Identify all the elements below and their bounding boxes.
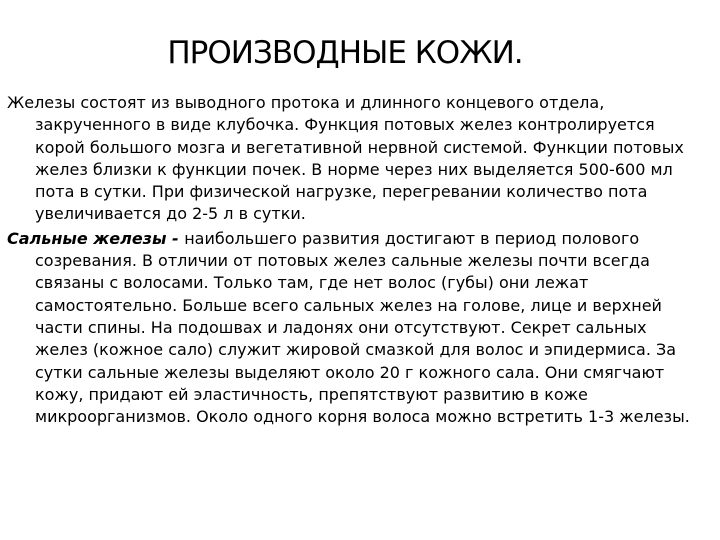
paragraph-sebaceous-glands xyxy=(7,228,697,429)
paragraph-text: наибольшего развития достигают в период полового созревания. В отличии от потовых желез сальные железы почти всегда связаны с волосами. Только там, где нет волос (губы) они лежат самостоятельно. Больше всего сальных желез на голове, лице и верхней части спины. На подошвах и ладонях они отсутствуют. Секрет сальных желез (кожное сало) служит жировой смазкой для волос и эпидермиса. За сутки сальные железы выделяют около 20 г кожного сала. Они смягчают кожу, придают ей эластичность, препятствуют развитию в коже микроорганизмов. Около одного корня волоса можно встретить 1-3 железы. xyxy=(35,228,690,427)
paragraph-text: Железы состоят из выводного протока и длинного концевого отдела, закрученного в виде клубочка. Функция потовых желез контролируется корой большого мозга и вегетативной нервной системой. Функции потовых желез близки к функции почек. В норме через них выделяется 500-600 мл пота в сутки. При физической нагрузке, перегревании количество пота увеличивается до 2-5 л в сутки. xyxy=(7,93,684,224)
slide-title: ПРОИЗВОДНЫЕ КОЖИ. xyxy=(167,35,523,71)
paragraph-sweat-glands xyxy=(7,92,697,226)
slide-body xyxy=(7,92,697,428)
paragraph-lead-term: Сальные железы - xyxy=(7,228,185,248)
